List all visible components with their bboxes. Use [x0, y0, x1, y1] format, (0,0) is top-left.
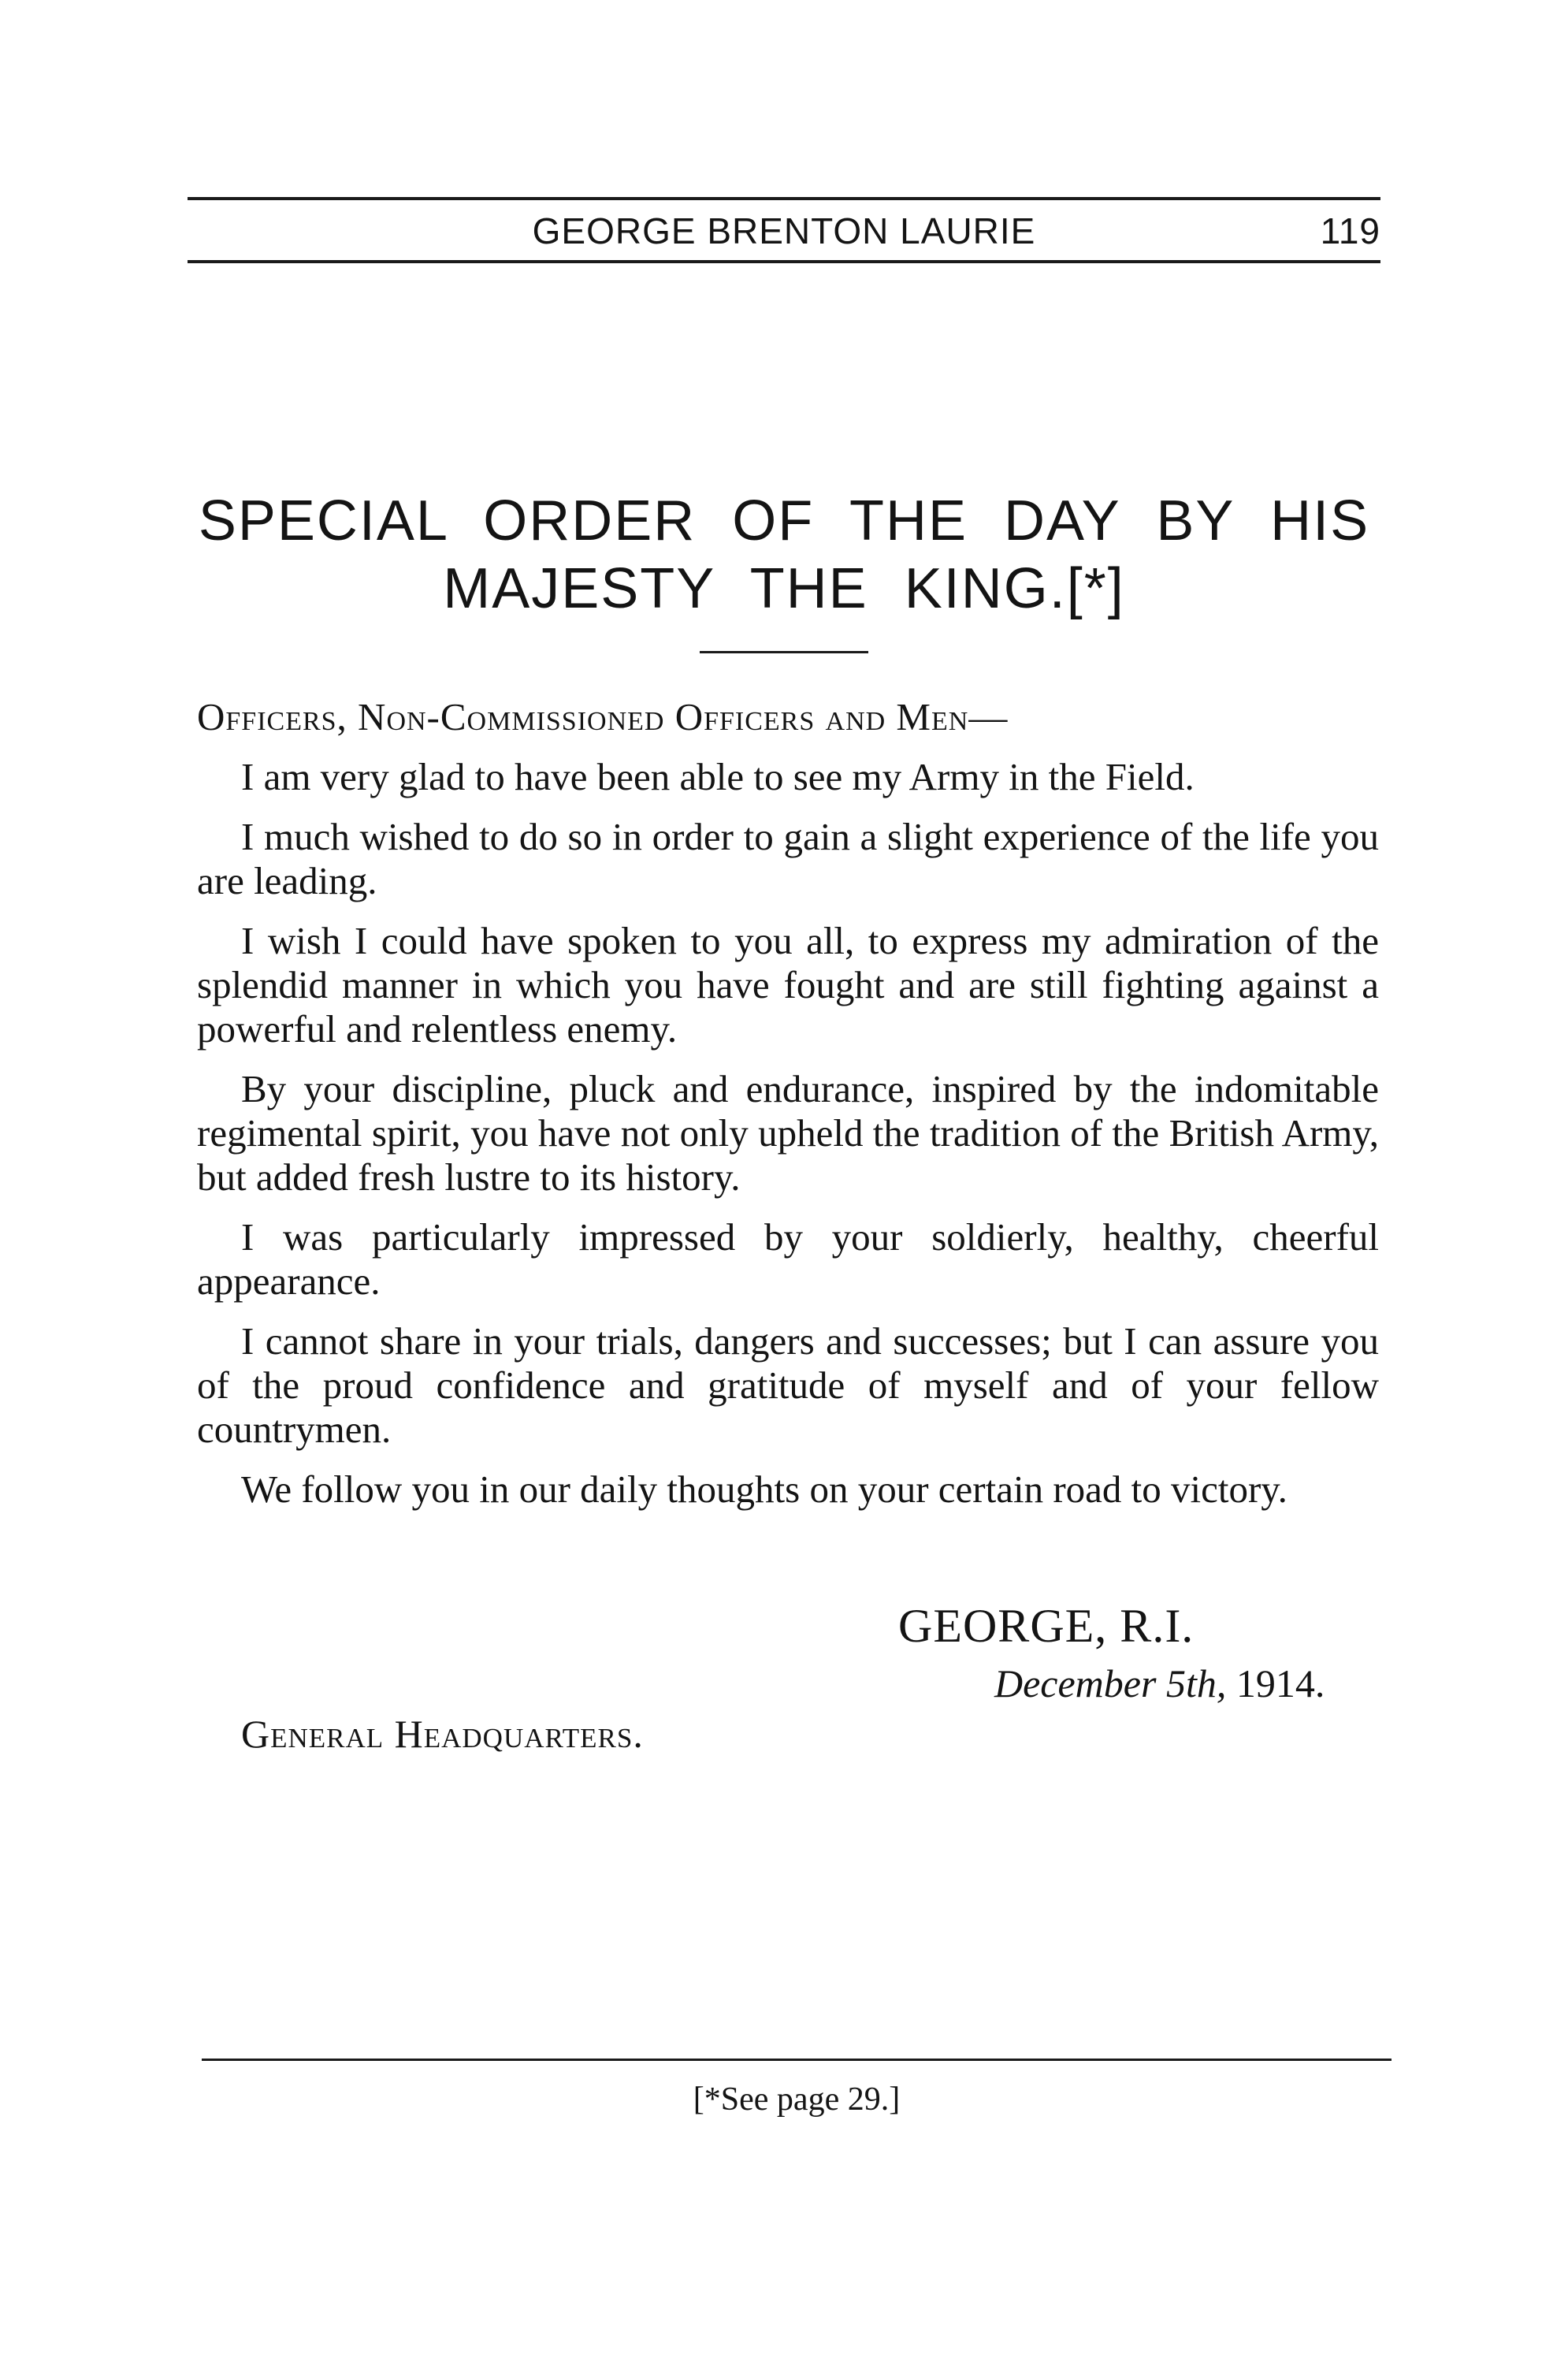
title-line-2: MAJESTY THE KING.[*] [443, 557, 1125, 620]
running-header [188, 206, 1380, 255]
title-line-1: SPECIAL ORDER OF THE DAY BY HIS [198, 489, 1370, 552]
title-divider [700, 651, 868, 653]
paragraph-6: I cannot share in your trials, dangers and successes; but I can assure you of the proud confidence and gratitude of myself and of your fellow countrymen. [197, 1319, 1379, 1451]
paragraph-1: I am very glad to have been able to see my Army in the Field. [241, 755, 1195, 798]
page-title [188, 487, 1380, 623]
date-year: 1914. [1235, 1661, 1325, 1705]
header-top-rule [188, 197, 1380, 200]
salutation: Officers, Non-Commissioned Officers and Men— [197, 695, 1009, 738]
paragraph-2: I much wished to do so in order to gain a slight experience of the life you are leading. [197, 815, 1379, 902]
paragraph-3: I wish I could have spoken to you all, to express my admiration of the splendid manner in which you have fought and are still fighting against a powerful and relentless enemy. [197, 919, 1379, 1051]
location-line: General Headquarters. [241, 1712, 644, 1756]
paragraph-7: We follow you in our daily thoughts on your certain road to victory. [241, 1467, 1287, 1511]
signature-date [994, 1658, 1325, 1709]
footnote: [*See page 29.] [693, 2081, 901, 2118]
date-day: December 5th, [994, 1661, 1227, 1705]
paragraph-5: I was particularly impressed by your soldierly, healthy, cheerful appearance. [197, 1215, 1379, 1303]
paragraph-4: By your discipline, pluck and endurance, inspired by the indomitable regimental spirit, you have not only upheld the tradition of the British Army, but added fresh lustre to its history. [197, 1067, 1379, 1199]
running-title: GEORGE BRENTON LAURIE [532, 210, 1036, 251]
header-bottom-rule [188, 260, 1380, 263]
order-body [197, 695, 1379, 1527]
footnote-rule [202, 2059, 1392, 2061]
signature-name: GEORGE, R.I. [898, 1600, 1195, 1652]
page-number: 119 [1320, 210, 1380, 251]
